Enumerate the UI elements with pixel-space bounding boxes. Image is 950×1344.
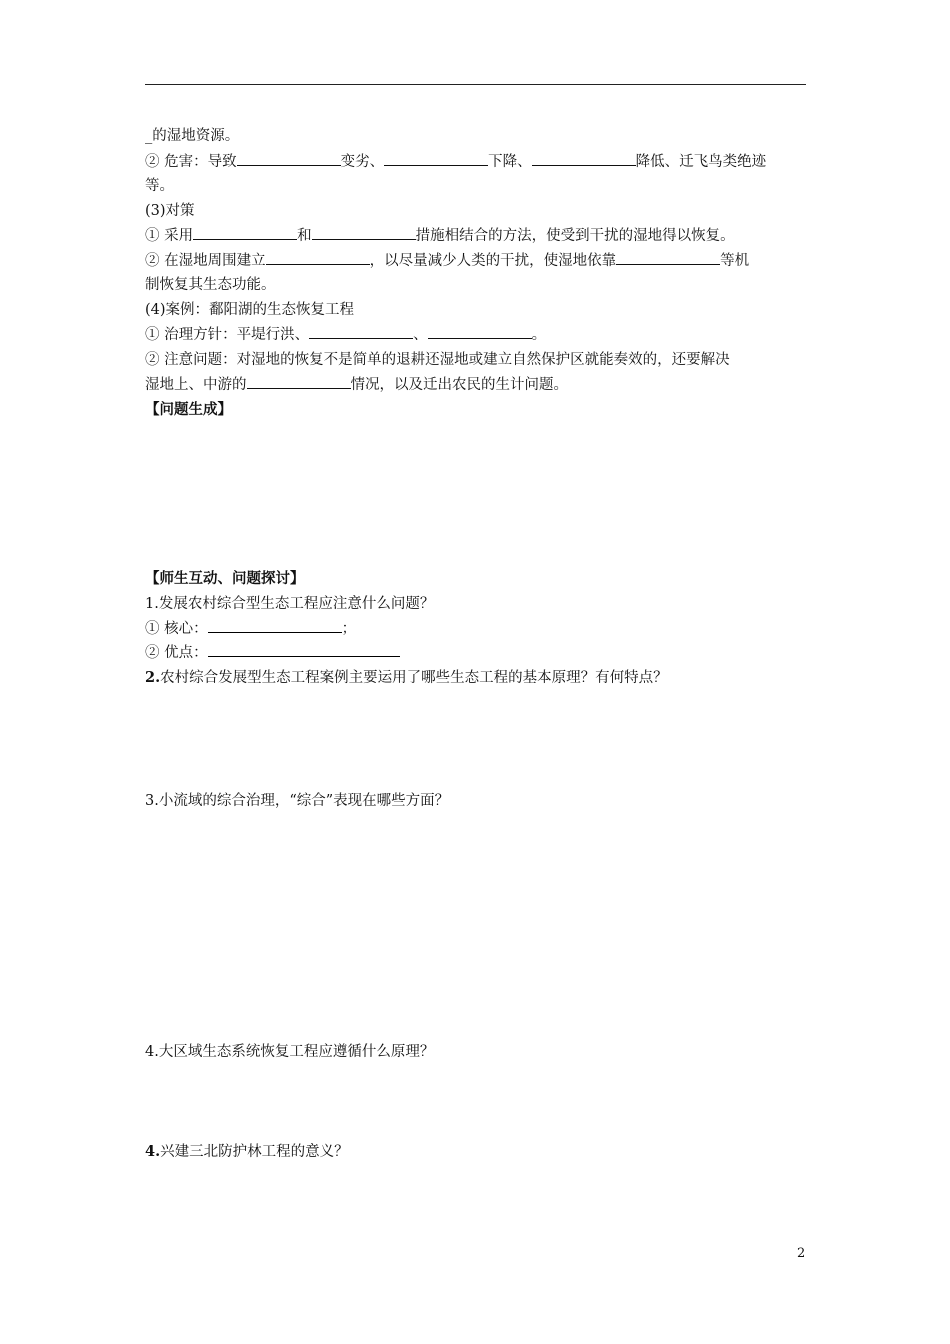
question-text: 兴建三北防护林工程的意义？: [160, 1144, 349, 1160]
line-text: 措施相结合的方法，使受到干扰的湿地得以恢复。: [415, 228, 735, 244]
heading-text: 【师生互动、问题探讨】: [145, 570, 305, 587]
answer-blank[interactable]: [384, 150, 488, 166]
question-text: 4.大区域生态系统恢复工程应遵循什么原理？: [145, 1044, 435, 1060]
question-text: 1.发展农村综合型生态工程应注意什么问题？: [145, 596, 435, 612]
text-line: [145, 249, 806, 273]
answer-blank[interactable]: [616, 249, 720, 265]
answer-blank[interactable]: [266, 249, 370, 265]
line-text: ② 注意问题：对湿地的恢复不是简单的退耕还湿地或建立自然保护区就能奏效的，还要解决: [145, 352, 730, 368]
line-text: 和: [297, 228, 312, 244]
question-1-advantage: [145, 641, 806, 665]
line-text: ① 核心：: [145, 621, 208, 637]
line-text: 情况，以及迁出农民的生计问题。: [350, 377, 568, 393]
answer-blank[interactable]: [428, 323, 532, 339]
line-text: ② 在湿地周围建立: [145, 253, 266, 269]
question-5: [145, 1140, 806, 1164]
line-text: 、: [413, 327, 428, 343]
section-heading-problem-generation: [145, 398, 806, 422]
line-text: ② 优点：: [145, 645, 208, 661]
question-number: 2.: [145, 669, 161, 686]
text-line: [145, 174, 806, 198]
text-line: [145, 224, 806, 248]
question-number: 4.: [145, 1143, 161, 1160]
line-text: ② 危害：导致: [145, 154, 237, 170]
answer-blank[interactable]: [193, 224, 297, 240]
line-text: ；: [341, 621, 357, 637]
answer-blank[interactable]: [309, 323, 413, 339]
heading-text: 【问题生成】: [145, 401, 232, 418]
line-text: 下降、: [488, 154, 532, 170]
line-text: 等。: [145, 178, 174, 194]
section-heading-interaction: [145, 567, 806, 591]
question-text: 农村综合发展型生态工程案例主要运用了哪些生态工程的基本原理？有何特点？: [160, 670, 668, 686]
line-text: (3)对策: [145, 203, 195, 219]
line-text: ① 治理方针：平堤行洪、: [145, 327, 310, 343]
question-3: [145, 789, 806, 813]
header-rule: [145, 84, 806, 85]
answer-blank[interactable]: [237, 150, 341, 166]
line-text: 降低、迁飞鸟类绝迹: [635, 154, 767, 170]
question-text: 3.小流域的综合治理，“综合”表现在哪些方面？: [145, 793, 450, 809]
question-2: [145, 666, 806, 690]
text-line: [145, 298, 806, 322]
question-4: [145, 1040, 806, 1064]
line-text: 等机: [720, 253, 750, 269]
answer-blank[interactable]: [532, 150, 636, 166]
line-text: ① 采用: [145, 228, 194, 244]
text-line: [145, 124, 806, 148]
text-line: [145, 150, 806, 174]
line-text: ，以尽量减少人类的干扰，使湿地依靠: [369, 253, 617, 269]
line-text: 。: [531, 327, 547, 343]
question-1: [145, 592, 806, 616]
text-line: [145, 348, 806, 372]
answer-blank[interactable]: [208, 641, 400, 657]
text-line: [145, 373, 806, 397]
text-line: [145, 199, 806, 223]
answer-blank[interactable]: [247, 373, 351, 389]
text-line: [145, 273, 806, 297]
line-text: 制恢复其生态功能。: [145, 277, 276, 293]
line-text: 变劣、: [340, 154, 385, 170]
page-number: 2: [797, 1246, 806, 1261]
answer-blank[interactable]: [312, 224, 416, 240]
answer-blank[interactable]: [208, 617, 342, 633]
text-line: [145, 323, 806, 347]
line-text: _的湿地资源。: [145, 128, 240, 144]
question-1-core: [145, 617, 806, 641]
line-text: (4)案例：鄱阳湖的生态恢复工程: [145, 302, 355, 318]
line-text: 湿地上、中游的: [145, 377, 247, 393]
